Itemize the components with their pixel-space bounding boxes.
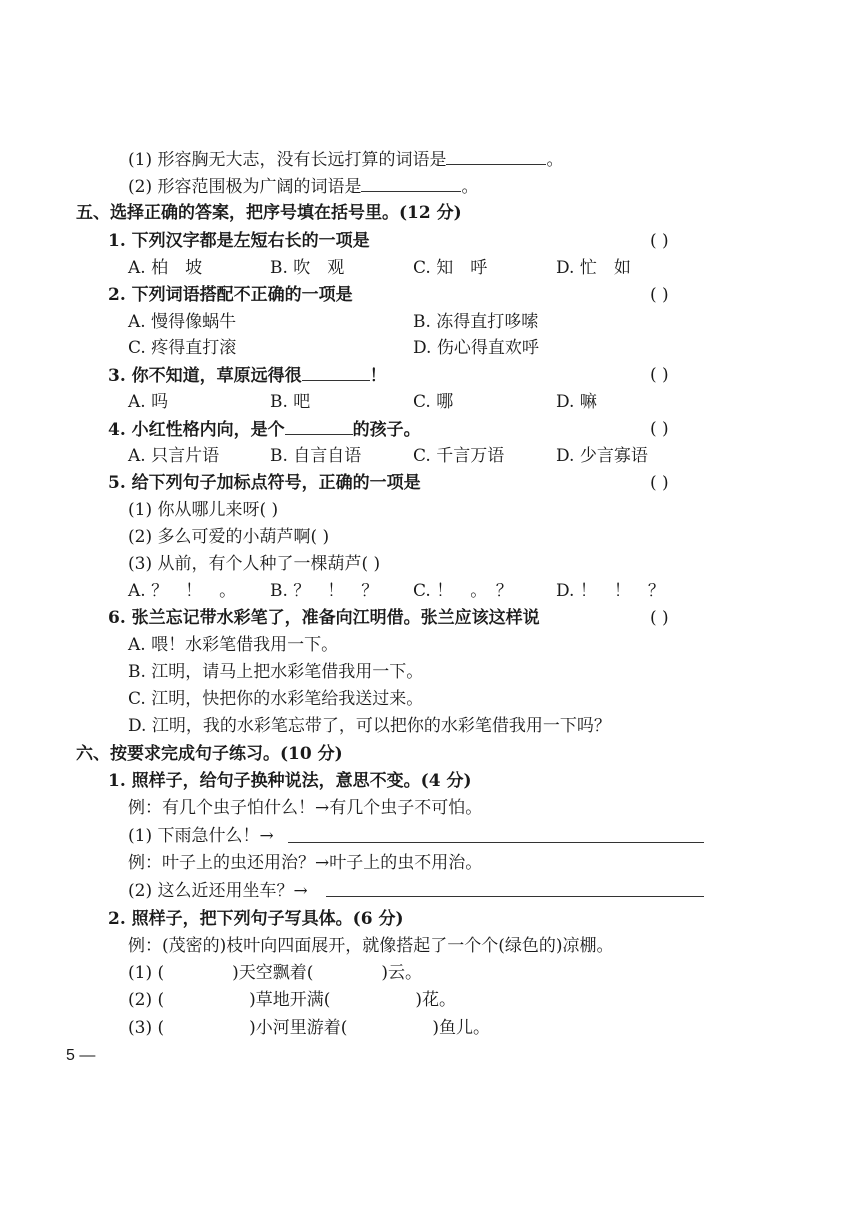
q5-sentence-3: (3) 从前，有个人种了一棵葫芦( ) — [128, 554, 381, 574]
s6-q1-item-2-answer-line[interactable] — [326, 896, 704, 897]
q2-option-d[interactable]: D. 伤心得直欢呼 — [413, 338, 539, 358]
q2-option-b[interactable]: B. 冻得直打哆嗦 — [413, 312, 539, 332]
q3-stem — [108, 364, 387, 387]
s4-item-2 — [128, 175, 478, 198]
q6-option-d[interactable]: D. 江明，我的水彩笔忘带了，可以把你的水彩笔借我用一下吗？ — [128, 716, 611, 736]
q3-option-a[interactable]: A. 吗 — [128, 392, 169, 412]
q1-option-c[interactable]: C. 知 呼 — [413, 258, 488, 278]
q6-option-c[interactable]: C. 江明，快把你的水彩笔给我送过来。 — [128, 689, 424, 709]
q3-option-b[interactable]: B. 吧 — [270, 392, 311, 412]
q4-option-c[interactable]: C. 千言万语 — [413, 446, 505, 466]
q4-blank[interactable] — [285, 418, 353, 435]
q1-stem — [108, 230, 370, 252]
q2-option-c[interactable]: C. 疼得直打滚 — [128, 338, 237, 358]
q1-answer-paren[interactable]: ( ) — [650, 231, 669, 251]
q2-stem: 2. 下列词语搭配不正确的一项是 — [108, 285, 353, 305]
s4-item-1-label: (1) 形容胸无大志，没有长远打算的词语是 — [128, 150, 447, 170]
q3-answer-paren[interactable]: ( ) — [650, 365, 669, 385]
q5-stem: 5. 给下列句子加标点符号，正确的一项是 — [108, 473, 421, 493]
s6-q1-item-1-answer-line[interactable] — [288, 842, 704, 843]
s6-q2-item-1[interactable]: (1) ( )天空飘着( )云。 — [128, 963, 423, 983]
q6-option-a[interactable]: A. 喂！水彩笔借我用一下。 — [128, 635, 339, 655]
s6-q1-example-1: 例：有几个虫子怕什么！→有几个虫子不可怕。 — [128, 798, 483, 818]
q1-stem-text: 1. 下列汉字都是左短右长的一项是 — [108, 231, 370, 251]
s6-q2-stem: 2. 照样子，把下列句子写具体。(6 分) — [108, 909, 404, 929]
page-number: 5 — — [66, 1047, 96, 1064]
q4-stem-post: 的孩子。 — [352, 420, 421, 440]
s4-item-2-blank[interactable] — [361, 175, 461, 192]
q1-option-b[interactable]: B. 吹 观 — [270, 258, 345, 278]
s6-q2-item-2[interactable]: (2) ( )草地开满( )花。 — [128, 990, 457, 1010]
q5-option-c[interactable]: C. ！ 。 ？ — [413, 581, 513, 601]
q6-option-b[interactable]: B. 江明，请马上把水彩笔借我用一下。 — [128, 662, 424, 682]
q6-stem: 6. 张兰忘记带水彩笔了，准备向江明借。张兰应该这样说 — [108, 608, 540, 628]
s6-q2-item-3[interactable]: (3) ( )小河里游着( )鱼儿。 — [128, 1018, 491, 1038]
q4-stem-pre: 4. 小红性格内向，是个 — [108, 420, 285, 440]
q5-sentence-2: (2) 多么可爱的小葫芦啊( ) — [128, 527, 330, 547]
q4-option-a[interactable]: A. 只言片语 — [128, 446, 220, 466]
s6-q1-item-1: (1) 下雨急什么！→ — [128, 826, 274, 846]
s6-q1-item-2: (2) 这么近还用坐车？→ — [128, 881, 308, 901]
s4-item-1 — [128, 148, 563, 171]
s6-q1-example-2: 例：叶子上的虫还用治？→叶子上的虫不用治。 — [128, 853, 483, 873]
s6-q1-stem: 1. 照样子，给句子换种说法，意思不变。(4 分) — [108, 771, 472, 791]
q3-blank[interactable] — [302, 364, 370, 381]
q3-stem-pre: 3. 你不知道，草原远得很 — [108, 366, 302, 386]
q4-stem — [108, 418, 421, 441]
q5-option-b[interactable]: B. ？ ！ ？ — [270, 581, 379, 601]
s4-item-2-label: (2) 形容范围极为广阔的词语是 — [128, 177, 362, 197]
s4-item-1-suffix: 。 — [546, 150, 564, 170]
q3-option-d[interactable]: D. 嘛 — [556, 392, 597, 412]
q5-answer-paren[interactable]: ( ) — [650, 473, 669, 493]
q4-option-d[interactable]: D. 少言寡语 — [556, 446, 648, 466]
q1-option-d[interactable]: D. 忙 如 — [556, 258, 631, 278]
q2-option-a[interactable]: A. 慢得像蜗牛 — [128, 312, 237, 332]
q5-option-d[interactable]: D. ！ ！ ？ — [556, 581, 665, 601]
s4-item-1-blank[interactable] — [446, 148, 546, 165]
s6-q2-example: 例：(茂密的)枝叶向四面展开，就像搭起了一个个(绿色的)凉棚。 — [128, 936, 614, 956]
section5-title: 五、选择正确的答案，把序号填在括号里。(12 分) — [76, 203, 462, 223]
q1-option-a[interactable]: A. 柏 坡 — [128, 258, 203, 278]
q5-option-a[interactable]: A. ？ ！ 。 — [128, 581, 237, 601]
s4-item-2-suffix: 。 — [461, 177, 479, 197]
q2-answer-paren[interactable]: ( ) — [650, 285, 669, 305]
q4-answer-paren[interactable]: ( ) — [650, 419, 669, 439]
q6-answer-paren[interactable]: ( ) — [650, 608, 669, 628]
q3-stem-post: ！ — [369, 366, 387, 386]
section6-title: 六、按要求完成句子练习。(10 分) — [76, 744, 343, 764]
q5-sentence-1: (1) 你从哪儿来呀( ) — [128, 500, 279, 520]
q4-option-b[interactable]: B. 自言自语 — [270, 446, 362, 466]
q3-option-c[interactable]: C. 哪 — [413, 392, 454, 412]
